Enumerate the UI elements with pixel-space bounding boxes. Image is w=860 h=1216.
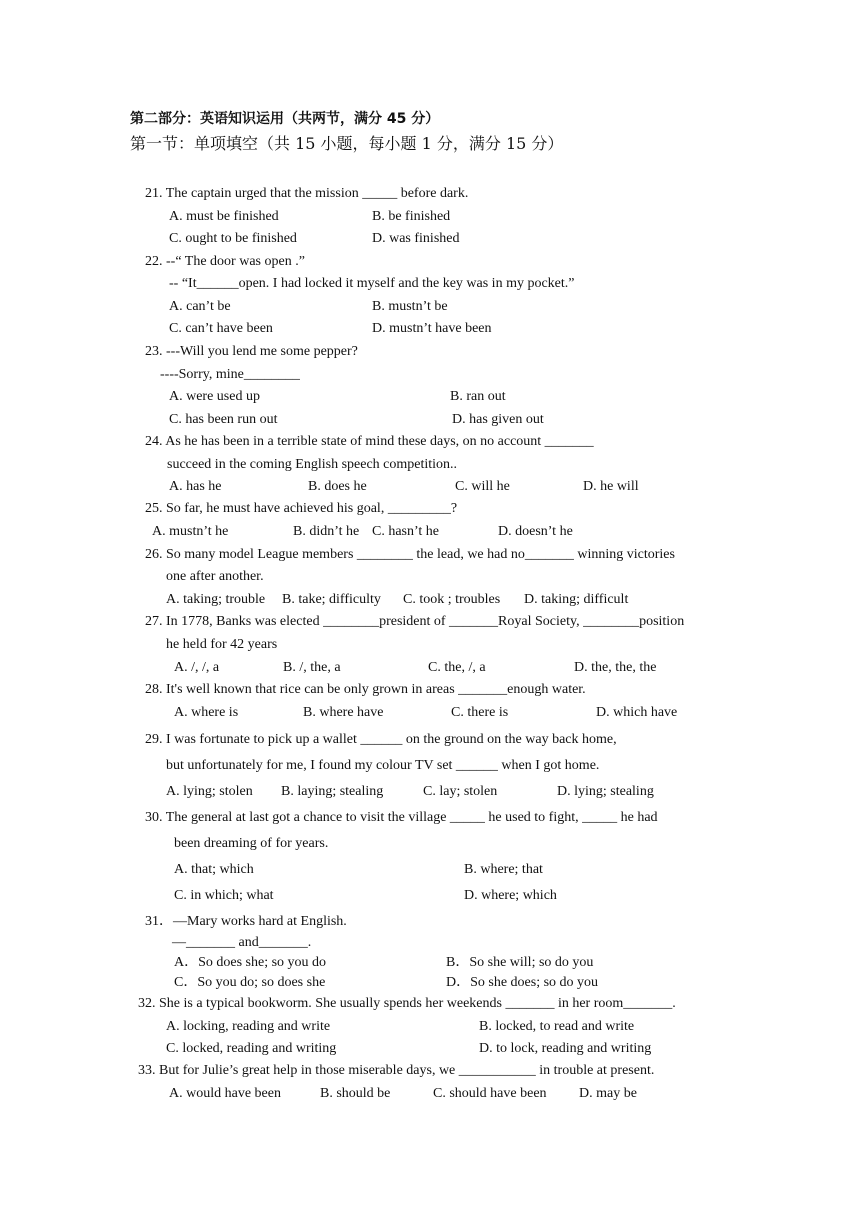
question-23-option-c[interactable]: C. has been run out xyxy=(169,412,278,427)
question-23-option-a[interactable]: A. were used up xyxy=(169,389,260,404)
question-29-stem: 29. I was fortunate to pick up a wallet ______ on the ground on the way back home, xyxy=(145,732,617,747)
question-26-option-a[interactable]: A. taking; trouble xyxy=(166,592,266,607)
question-33-option-a[interactable]: A. would have been xyxy=(169,1086,281,1101)
question-24-option-b[interactable]: B. does he xyxy=(308,479,367,494)
question-33-option-c[interactable]: C. should have been xyxy=(433,1086,547,1101)
question-23-stem: 23. ---Will you lend me some pepper? xyxy=(145,344,358,359)
part-title: 第二部分：英语知识运用（共两节，满分 45 分） xyxy=(130,111,440,127)
question-28-option-c[interactable]: C. there is xyxy=(451,705,509,720)
question-27-option-b[interactable]: B. /, the, a xyxy=(283,660,341,675)
question-22-stem: 22. --“ The door was open .” xyxy=(145,254,305,269)
question-32-option-c[interactable]: C. locked, reading and writing xyxy=(166,1041,337,1056)
question-31-option-c[interactable]: C．So you do; so does she xyxy=(174,975,326,990)
question-27-stem-line: he held for 42 years xyxy=(166,637,278,652)
question-27-option-d[interactable]: D. the, the, the xyxy=(574,660,657,675)
question-30-stem-line: been dreaming of for years. xyxy=(174,836,329,851)
question-31-option-a[interactable]: A．So does she; so you do xyxy=(174,955,327,970)
question-33-option-d[interactable]: D. may be xyxy=(579,1086,637,1101)
question-24-stem: 24. As he has been in a terrible state of mind these days, on no account _______ xyxy=(145,434,594,449)
question-21-option-a[interactable]: A. must be finished xyxy=(169,209,279,224)
question-28-option-b[interactable]: B. where have xyxy=(303,705,384,720)
question-26-option-d[interactable]: D. taking; difficult xyxy=(524,592,629,607)
question-24-option-c[interactable]: C. will he xyxy=(455,479,510,494)
question-30-stem: 30. The general at last got a chance to visit the village _____ he used to fight, _____ he had xyxy=(145,810,658,825)
question-29-stem-line: but unfortunately for me, I found my colour TV set ______ when I got home. xyxy=(166,758,600,773)
question-31-option-d[interactable]: D．So she does; so do you xyxy=(446,975,599,990)
question-23-stem-line: ----Sorry, mine________ xyxy=(160,367,300,382)
question-27-option-c[interactable]: C. the, /, a xyxy=(428,660,486,675)
question-30-option-c[interactable]: C. in which; what xyxy=(174,888,274,903)
question-24-stem-line: succeed in the coming English speech competition.. xyxy=(167,457,458,472)
question-21-option-c[interactable]: C. ought to be finished xyxy=(169,231,297,246)
question-28-option-a[interactable]: A. where is xyxy=(174,705,239,720)
question-29-option-d[interactable]: D. lying; stealing xyxy=(557,784,654,799)
question-22-option-b[interactable]: B. mustn’t be xyxy=(372,299,448,314)
question-29-option-c[interactable]: C. lay; stolen xyxy=(423,784,498,799)
question-32-stem: 32. She is a typical bookworm. She usually spends her weekends _______ in her room_______. xyxy=(138,996,676,1011)
question-30-option-d[interactable]: D. where; which xyxy=(464,888,557,903)
question-28-stem: 28. It's well known that rice can be only grown in areas _______enough water. xyxy=(145,682,586,697)
question-26-stem-line: one after another. xyxy=(166,569,264,584)
question-21-option-d[interactable]: D. was finished xyxy=(372,231,460,246)
question-21-option-b[interactable]: B. be finished xyxy=(372,209,451,224)
section-subtitle: 第一节：单项填空（共 15 小题，每小题 1 分，满分 15 分） xyxy=(130,134,564,153)
question-31-stem: 31．—Mary works hard at English. xyxy=(145,914,347,929)
question-23-option-b[interactable]: B. ran out xyxy=(450,389,506,404)
question-22-option-d[interactable]: D. mustn’t have been xyxy=(372,321,492,336)
question-31-option-b[interactable]: B．So she will; so do you xyxy=(446,955,594,970)
question-25-option-a[interactable]: A. mustn’t he xyxy=(152,524,229,539)
question-27-option-a[interactable]: A. /, /, a xyxy=(174,660,220,675)
question-31-stem-line: —_______ and_______. xyxy=(172,935,312,950)
question-22-stem-line: -- “It______open. I had locked it myself and the key was in my pocket.” xyxy=(169,276,575,291)
question-25-stem: 25. So far, he must have achieved his goal, _________? xyxy=(145,501,458,516)
question-28-option-d[interactable]: D. which have xyxy=(596,705,678,720)
question-24-option-a[interactable]: A. has he xyxy=(169,479,222,494)
question-27-stem: 27. In 1778, Banks was elected ________president of _______Royal Society, ________position xyxy=(145,614,685,629)
question-26-option-c[interactable]: C. took ; troubles xyxy=(403,592,501,607)
question-32-option-d[interactable]: D. to lock, reading and writing xyxy=(479,1041,652,1056)
question-24-option-d[interactable]: D. he will xyxy=(583,479,639,494)
question-29-option-b[interactable]: B. laying; stealing xyxy=(281,784,384,799)
question-21-stem: 21. The captain urged that the mission _____ before dark. xyxy=(145,186,469,201)
question-33-option-b[interactable]: B. should be xyxy=(320,1086,391,1101)
question-26-stem: 26. So many model League members ________ the lead, we had no_______ winning victories xyxy=(145,547,675,562)
question-25-option-b[interactable]: B. didn’t he xyxy=(293,524,360,539)
question-26-option-b[interactable]: B. take; difficulty xyxy=(282,592,381,607)
question-32-option-a[interactable]: A. locking, reading and write xyxy=(166,1019,331,1034)
question-23-option-d[interactable]: D. has given out xyxy=(452,412,544,427)
question-25-option-c[interactable]: C. hasn’t he xyxy=(372,524,440,539)
question-33-stem: 33. But for Julie’s great help in those miserable days, we ___________ in trouble at present. xyxy=(138,1063,655,1078)
question-30-option-a[interactable]: A. that; which xyxy=(174,862,254,877)
question-29-option-a[interactable]: A. lying; stolen xyxy=(166,784,253,799)
question-25-option-d[interactable]: D. doesn’t he xyxy=(498,524,573,539)
question-32-option-b[interactable]: B. locked, to read and write xyxy=(479,1019,635,1034)
question-22-option-c[interactable]: C. can’t have been xyxy=(169,321,273,336)
question-22-option-a[interactable]: A. can’t be xyxy=(169,299,231,314)
question-30-option-b[interactable]: B. where; that xyxy=(464,862,543,877)
